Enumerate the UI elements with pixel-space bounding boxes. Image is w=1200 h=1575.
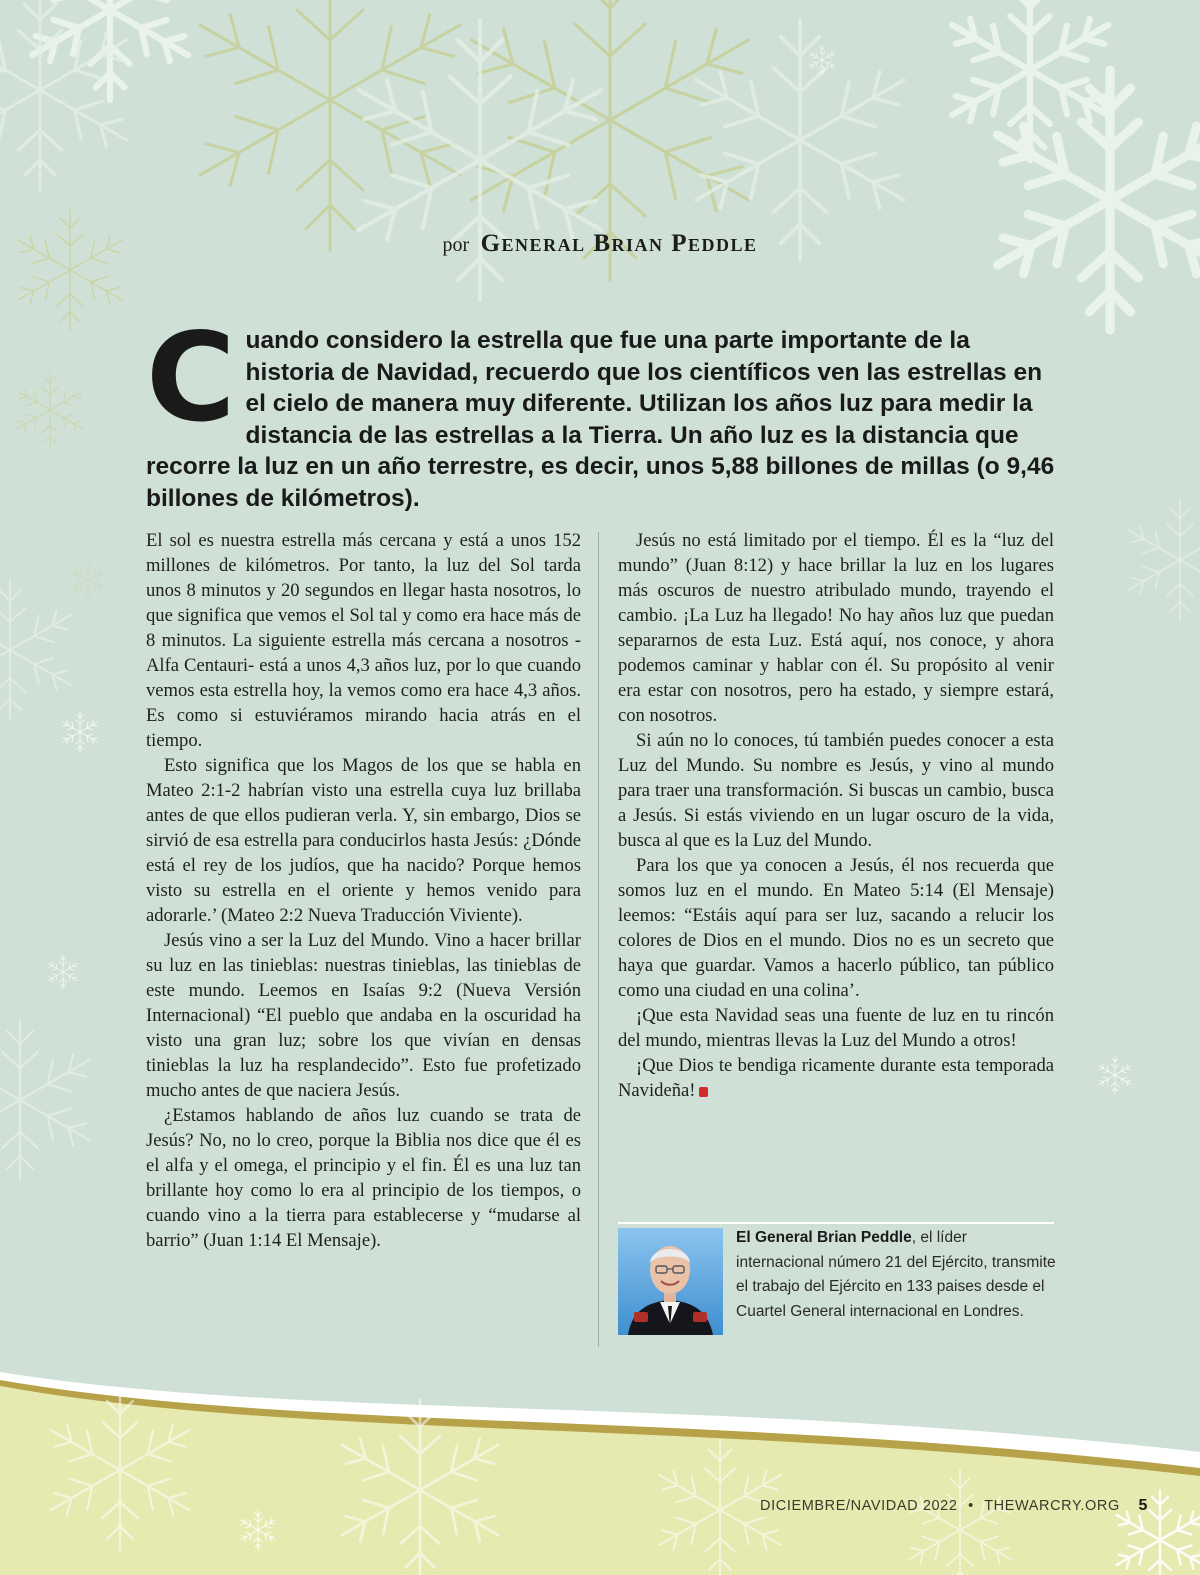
column-left xyxy=(146,528,581,1253)
body-paragraph: Jesús no está limitado por el tiempo. Él es la “luz del mundo” (Juan 8:12) y hace brillar la luz en los lugares más oscuros de nuestro atribulado mundo, trayendo el cambio. ¡La Luz ha llegado! No hay años luz que puedan separarnos de esta Luz. Está aquí, nos conoce, y ahora podemos caminar y hablar con él. Su propósito al venir era estar con nosotros, pero ha estado, y siempre estará, con nosotros. xyxy=(618,530,1054,726)
author-bio xyxy=(736,1226,1056,1324)
end-mark-icon xyxy=(699,1087,708,1097)
footer-issue: DICIEMBRE/NAVIDAD 2022 xyxy=(760,1498,958,1514)
bio-divider xyxy=(618,1222,1054,1224)
body-paragraph: ¿Estamos hablando de años luz cuando se trata de Jesús? No, no lo creo, porque la Biblia nos dice que él es el alfa y el omega, el principio y el fin. Él es una luz tan brillante hoy como lo era al principio de los tiempos, o cuando vino a la tierra para establecerse y “mudarse al barrio” (Juan 1:14 El Mensaje). xyxy=(146,1105,581,1251)
body-paragraph: ¡Que esta Navidad seas una fuente de luz en tu rincón del mundo, mientras llevas la Luz del Mundo a otros! xyxy=(618,1005,1054,1051)
closing-paragraph xyxy=(618,1053,1054,1103)
body-paragraph: El sol es nuestra estrella más cercana y está a unos 152 millones de kilómetros. Por tanto, la luz del Sol tarda unos 8 minutos y 20 segundos en llegar hasta nosotros, lo que significa que vemos el Sol tal y como era hace más de 8 minutos. La siguiente estrella más cercana a nosotros -Alfa Centauri- está a unos 4,3 años luz, por lo que cuando vemos esta estrella hoy, la vemos como era hace 4,3 años. Es como si estuviéramos mirando hacia atrás en el tiempo. xyxy=(146,530,581,751)
lead-paragraph xyxy=(146,307,1058,514)
closing-text: ¡Que Dios te bendiga ricamente durante esta temporada Navideña! xyxy=(618,1055,1054,1101)
footer-separator: • xyxy=(968,1498,974,1514)
bio-text: , el líder internacional número 21 del Ejército, transmite el trabajo del Ejército en 133 paises desde el Cuartel General internacional en Londres. xyxy=(736,1229,1056,1320)
drop-cap: C xyxy=(146,307,236,449)
column-right xyxy=(618,528,1054,1103)
author-photo xyxy=(618,1228,723,1335)
footer-site: THEWARCRY.ORG xyxy=(984,1498,1120,1514)
body-paragraph: Si aún no lo conoces, tú también puedes conocer a esta Luz del Mundo. Su nombre es Jesús, y vino al mundo para traer una transformación. Si buscas un cambio, busca a Jesús. Si estás viviendo en un lugar oscuro de la vida, busca al que es la Luz del Mundo. xyxy=(618,730,1054,851)
byline-author: General Brian Peddle xyxy=(480,230,758,257)
byline xyxy=(0,230,1200,258)
lead-text: uando considero la estrella que fue una parte importante de la historia de Navidad, recuerdo que los científicos ven las estrellas en el cielo de manera muy diferente. Utilizan los años luz para medir la distancia de las estrellas a la Tierra. Un año luz es la distancia que recorre la luz en un año terrestre, es decir, unos 5,88 billones de millas (o 9,46 billones de kilómetros). xyxy=(146,327,1055,512)
page-number: 5 xyxy=(1138,1497,1148,1514)
body-paragraph: Esto significa que los Magos de los que se habla en Mateo 2:1-2 habrían visto una estrella cuya luz brillaba antes de que ellos pudieran verla. Y, sin embargo, Dios se sirvió de esa estrella para conducirlos hasta Jesús: ¿Dónde está el rey de los judíos, que ha nacido? Porque hemos visto su estrella en el oriente y hemos venido para adorarle.’ (Mateo 2:2 Nueva Traducción Viviente). xyxy=(146,755,581,926)
page-footer xyxy=(760,1497,1148,1515)
byline-prefix: por xyxy=(442,234,470,256)
column-divider xyxy=(598,532,599,1347)
body-paragraph: Jesús vino a ser la Luz del Mundo. Vino a hacer brillar su luz en las tinieblas: nuestras tinieblas, las tinieblas de este mundo. Leemos en Isaías 9:2 (Nueva Versión Internacional) “El pueblo que andaba en la oscuridad ha visto una gran luz; sobre los que vivían en densas tinieblas la luz ha resplandecido”. Esto fue profetizado mucho antes de que naciera Jesús. xyxy=(146,930,581,1101)
body-paragraph: Para los que ya conocen a Jesús, él nos recuerda que somos luz en el mundo. En Mateo 5:14 (El Mensaje) leemos: “Estáis aquí para ser luz, sacando a relucir los colores de Dios en el mundo. Dios no es un secreto que haya que guardar. Vamos a hacerlo público, tan público como una ciudad en una colina’. xyxy=(618,855,1054,1001)
bio-name: El General Brian Peddle xyxy=(736,1229,912,1246)
